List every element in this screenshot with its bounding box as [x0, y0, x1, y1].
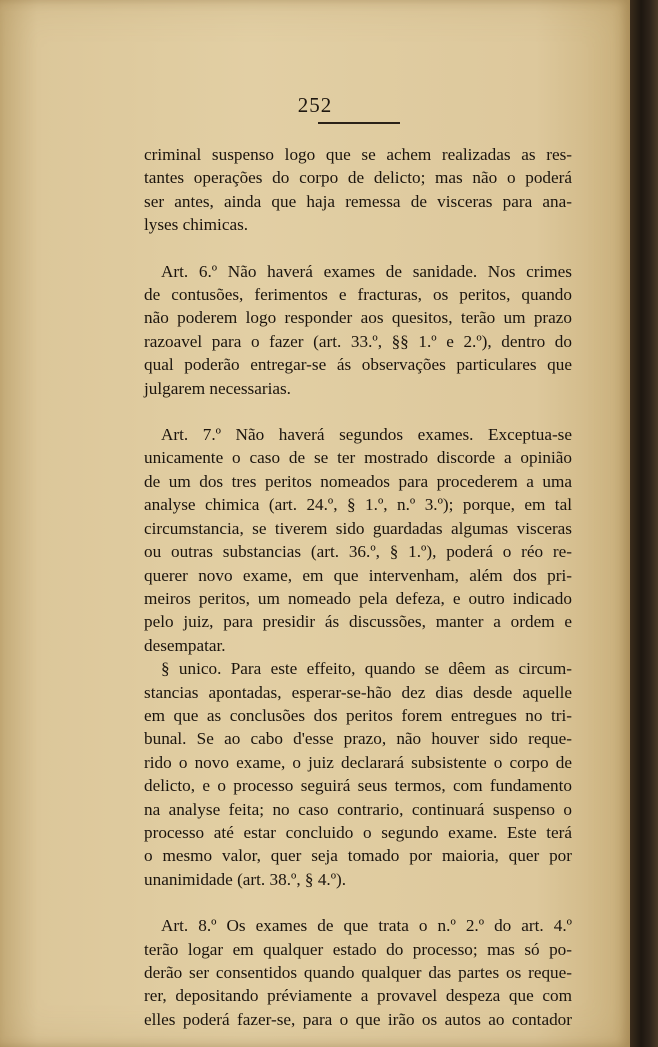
- text-line: rido o novo exame, o juiz declarará subsistente o corpo de: [144, 752, 572, 772]
- text-line: derão ser consentidos quando qualquer das partes os reque-: [144, 963, 572, 982]
- text-line: unicamente o caso de se ter mostrado discorde a opinião: [144, 448, 572, 468]
- text-line: pelo juiz, para presidir ás discussões, manter a ordem e: [144, 612, 572, 632]
- text-line: unanimidade (art. 38.º, § 4.º).: [144, 869, 347, 889]
- text-line: processo até estar concluido o segundo exame. Este terá: [144, 822, 572, 842]
- paragraph-art-8: [144, 914, 572, 1031]
- paragraph-unico: [144, 657, 572, 891]
- text-line: de um dos tres peritos nomeados para procederem a uma: [144, 471, 572, 491]
- text-line: terão logar em qualquer estado do processo; mas só po-: [144, 939, 572, 959]
- text-line: elles poderá fazer-se, para o que irão os autos ao contador: [144, 1009, 572, 1029]
- text-line: Art. 7.º Não haverá segundos exames. Exceptua-se: [161, 425, 572, 445]
- page-number: 252: [297, 93, 333, 117]
- paragraph-art-6: [144, 260, 572, 400]
- text-line: julgarem necessarias.: [144, 378, 291, 398]
- text-line: ser antes, ainda que haja remessa de visceras para ana-: [144, 191, 572, 211]
- text-line: ou outras substancias (art. 36.º, § 1.º), poderá o réo re-: [144, 542, 572, 562]
- text-line: de contusões, ferimentos e fracturas, os peritos, quando: [144, 285, 572, 305]
- text-line: delicto, e o processo seguirá seus termos, com fundamento: [144, 776, 572, 796]
- text-line: lyses chimicas.: [144, 215, 249, 235]
- text-line: desempatar.: [144, 635, 226, 655]
- text-line: na analyse feita; no caso contrario, continuará suspenso o: [144, 799, 572, 819]
- text-line: stancias apontadas, esperar-se-hão dez dias desde aquelle: [144, 682, 572, 702]
- text-line: meiros peritos, um nomeado pela defeza, e outro indicado: [144, 588, 572, 608]
- text-line: não poderem logo responder aos quesitos, terão um prazo: [144, 308, 572, 328]
- text-line: tantes operações do corpo de delicto; mas não o poderá: [144, 168, 572, 188]
- text-line: criminal suspenso logo que se achem realizadas as res-: [144, 145, 572, 164]
- text-line: qual poderão entregar-se ás observações particulares que: [144, 355, 572, 375]
- paragraph-continuation: [144, 143, 572, 237]
- text-line: querer novo exame, em que intervenham, além dos pri-: [144, 565, 572, 585]
- text-line: bunal. Se ao cabo d'esse prazo, não houver sido reque-: [144, 729, 572, 749]
- text-line: razoavel para o fazer (art. 33.º, §§ 1.º e 2.º), dentro do: [144, 331, 572, 351]
- text-line: circumstancia, se tiverem sido guardadas algumas visceras: [144, 518, 572, 538]
- text-line: rer, depositando préviamente a provavel despeza que com: [144, 986, 572, 1006]
- paragraph-art-7: [144, 423, 572, 657]
- text-line: Art. 8.º Os exames de que trata o n.º 2.º do art. 4.º: [161, 916, 572, 936]
- body-text: [144, 143, 572, 1031]
- text-line: em que as conclusões dos peritos forem entregues no tri-: [144, 705, 572, 725]
- text-line: analyse chimica (art. 24.º, § 1.º, n.º 3.º); porque, em tal: [144, 495, 572, 515]
- text-line: o mesmo valor, quer seja tomado por maioria, quer por: [144, 846, 572, 866]
- book-spine: [630, 0, 658, 1047]
- text-line: § unico. Para este effeito, quando se dêem as circum-: [161, 659, 572, 679]
- header-rule: [318, 122, 400, 124]
- text-line: Art. 6.º Não haverá exames de sanidade. Nos crimes: [161, 261, 572, 281]
